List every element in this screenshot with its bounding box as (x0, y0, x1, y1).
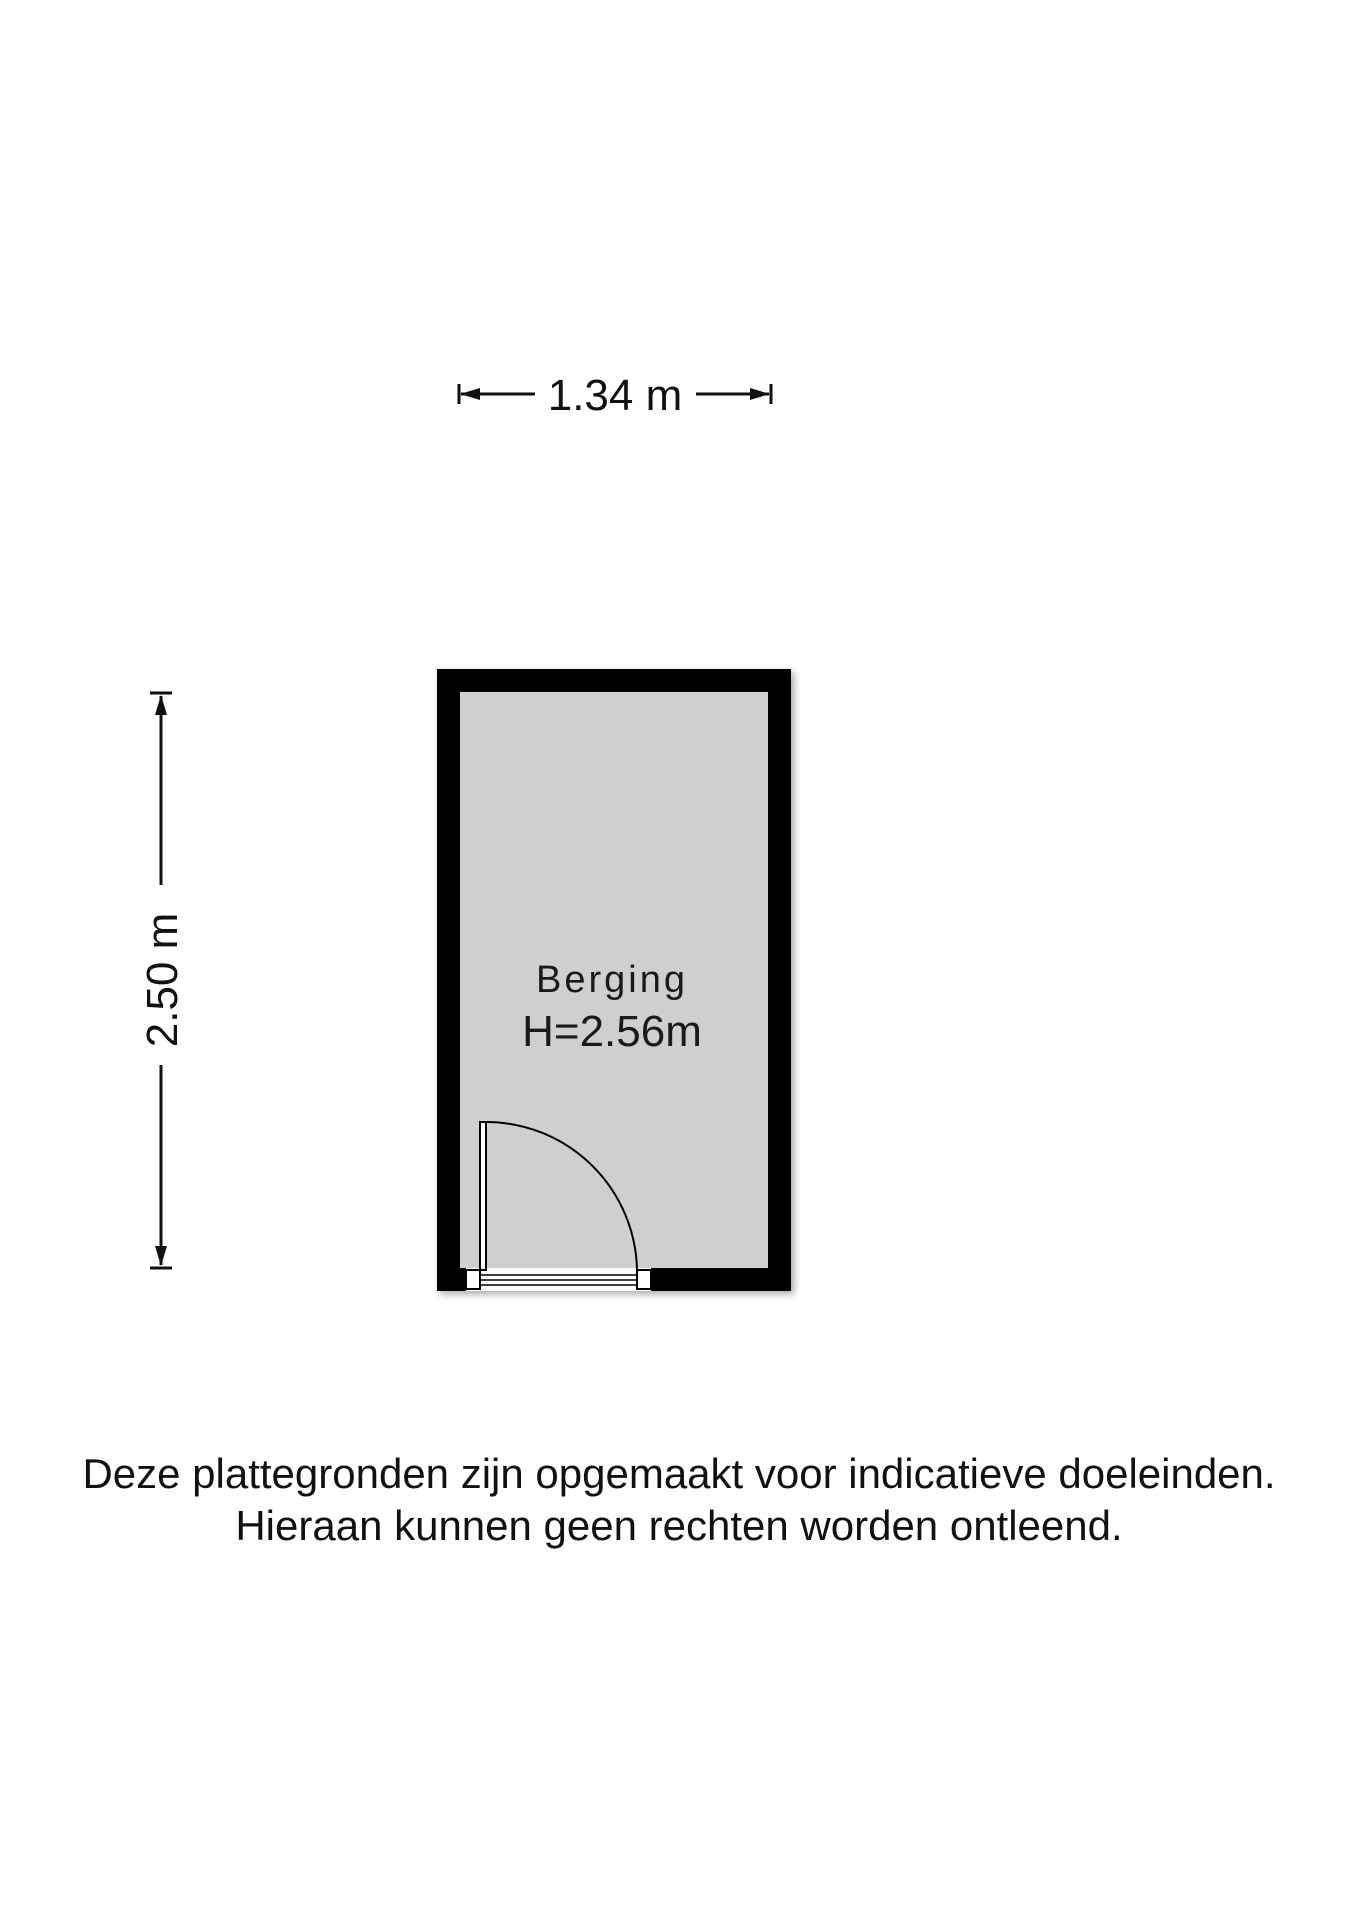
door-jamb-right (637, 1270, 651, 1289)
width-dimension-label: 1.34 m (547, 371, 683, 420)
disclaimer-line-1: Deze plattegronden zijn opgemaakt voor indicatieve doeleinden. (82, 1450, 1276, 1497)
height-dimension (138, 693, 187, 1268)
disclaimer-line-2: Hieraan kunnen geen rechten worden ontleend. (235, 1502, 1123, 1549)
door-jamb-left (466, 1270, 480, 1289)
height-dimension-label: 2.50 m (138, 912, 187, 1048)
door-leaf (480, 1122, 486, 1270)
width-dimension (459, 371, 771, 420)
room-name-label: Berging (536, 959, 688, 1001)
room-height-label: H=2.56m (522, 1007, 702, 1056)
